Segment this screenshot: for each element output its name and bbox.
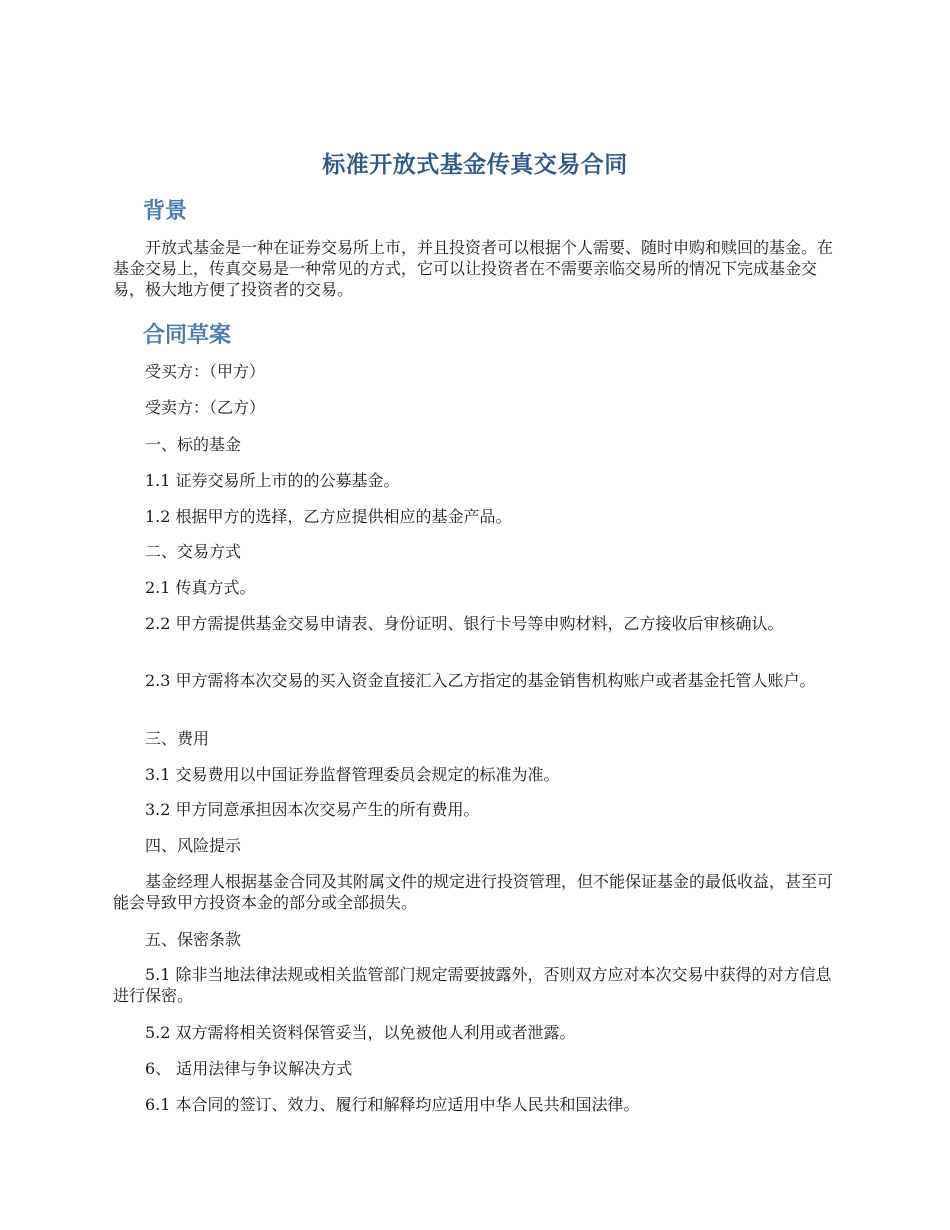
background-paragraph: 开放式基金是一种在证券交易所上市，并且投资者可以根据个人需要、随时申购和赎回的基金。在基金交易上，传真交易是一种常见的方式，它可以让投资者在不需要亲临交易所的情况下完成基金交易，极大地方便了投资者的交易。 bbox=[113, 238, 834, 299]
clause-heading-3: 三、费用 bbox=[145, 729, 210, 748]
clause-1-1: 1.1 证券交易所上市的的公募基金。 bbox=[145, 471, 400, 490]
clause-2-2: 2.2 甲方需提供基金交易申请表、身份证明、银行卡号等申购材料，乙方接收后审核确认。 bbox=[145, 614, 784, 633]
buyer-line: 受买方：（甲方） bbox=[145, 362, 266, 381]
clause-3-1: 3.1 交易费用以中国证券监督管理委员会规定的标准为准。 bbox=[145, 765, 560, 784]
clause-6-1: 6.1 本合同的签订、效力、履行和解释均应适用中华人民共和国法律。 bbox=[145, 1095, 640, 1114]
risk-paragraph: 基金经理人根据基金合同及其附属文件的规定进行投资管理，但不能保证基金的最低收益，甚至可能会导致甲方投资本金的部分或全部损失。 bbox=[113, 872, 834, 912]
clause-heading-6: 6、 适用法律与争议解决方式 bbox=[145, 1059, 353, 1078]
clause-1-2: 1.2 根据甲方的选择，乙方应提供相应的基金产品。 bbox=[145, 507, 512, 526]
document-title: 标准开放式基金传真交易合同 bbox=[322, 152, 628, 178]
clause-heading-2: 二、交易方式 bbox=[145, 542, 242, 561]
clause-heading-5: 五、保密条款 bbox=[145, 930, 242, 949]
clause-2-3: 2.3 甲方需将本次交易的买入资金直接汇入乙方指定的基金销售机构账户或者基金托管人账户。 bbox=[145, 671, 816, 690]
clause-5-2: 5.2 双方需将相关资料保管妥当，以免被他人利用或者泄露。 bbox=[145, 1023, 576, 1042]
section-heading-draft: 合同草案 bbox=[143, 323, 232, 348]
clause-5-1: 5.1 除非当地法律法规或相关监管部门规定需要披露外，否则双方应对本次交易中获得的对方信息进行保密。 bbox=[113, 965, 832, 1005]
clause-2-1: 2.1 传真方式。 bbox=[145, 578, 256, 597]
clause-3-2: 3.2 甲方同意承担因本次交易产生的所有费用。 bbox=[145, 800, 480, 819]
clause-heading-4: 四、风险提示 bbox=[145, 836, 242, 855]
clause-heading-1: 一、标的基金 bbox=[145, 435, 242, 454]
section-heading-background: 背景 bbox=[143, 199, 188, 224]
seller-line: 受卖方：（乙方） bbox=[145, 398, 266, 417]
